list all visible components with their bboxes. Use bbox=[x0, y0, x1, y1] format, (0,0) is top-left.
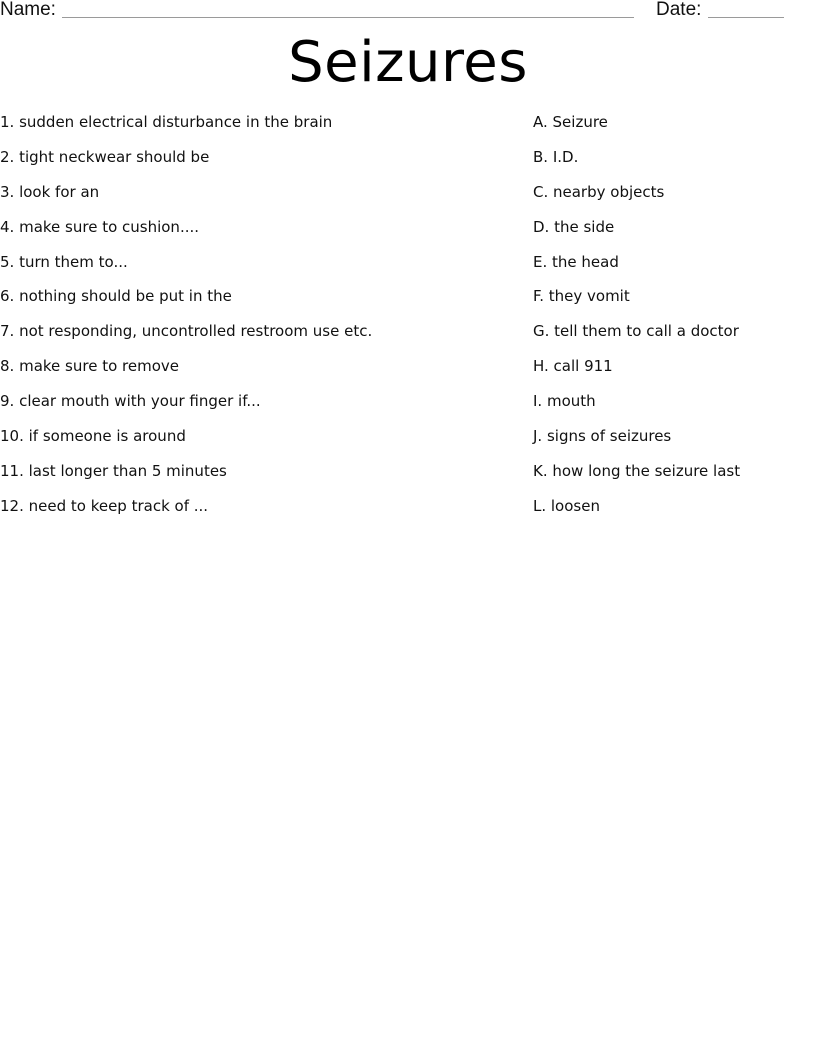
date-label: Date: bbox=[656, 0, 702, 20]
name-label: Name: bbox=[0, 0, 56, 20]
question-item: 4. make sure to cushion.... bbox=[0, 217, 200, 236]
question-item: 2. tight neckwear should be bbox=[0, 147, 210, 166]
worksheet-header bbox=[0, 0, 816, 24]
question-item: 7. not responding, uncontrolled restroom use etc. bbox=[0, 322, 373, 341]
question-item: 11. last longer than 5 minutes bbox=[0, 461, 227, 480]
answer-item: I. mouth bbox=[533, 392, 596, 411]
question-item: 6. nothing should be put in the bbox=[0, 287, 232, 306]
question-item: 8. make sure to remove bbox=[0, 357, 179, 376]
answer-item: D. the side bbox=[533, 217, 615, 236]
question-item: 12. need to keep track of ... bbox=[0, 496, 209, 515]
answer-item: B. I.D. bbox=[533, 147, 579, 166]
date-blank-line[interactable] bbox=[708, 17, 784, 18]
answer-item: A. Seizure bbox=[533, 113, 608, 131]
answer-item: J. signs of seizures bbox=[533, 427, 672, 446]
answer-item: C. nearby objects bbox=[533, 182, 665, 201]
answer-item: F. they vomit bbox=[533, 287, 630, 306]
answer-list bbox=[533, 112, 816, 531]
answer-item: G. tell them to call a doctor bbox=[533, 322, 739, 341]
question-item: 5. turn them to... bbox=[0, 252, 128, 271]
question-item: 3. look for an bbox=[0, 182, 100, 201]
answer-item: E. the head bbox=[533, 252, 619, 271]
question-item: 9. clear mouth with your finger if... bbox=[0, 392, 261, 411]
question-list bbox=[0, 112, 500, 531]
answer-item: H. call 911 bbox=[533, 357, 613, 376]
answer-item: L. loosen bbox=[533, 496, 600, 515]
answer-item: K. how long the seizure last bbox=[533, 461, 741, 480]
question-item: 1. sudden electrical disturbance in the brain bbox=[0, 113, 333, 131]
name-blank-line[interactable] bbox=[62, 17, 634, 18]
page-title: Seizures bbox=[288, 30, 528, 95]
question-item: 10. if someone is around bbox=[0, 427, 186, 446]
